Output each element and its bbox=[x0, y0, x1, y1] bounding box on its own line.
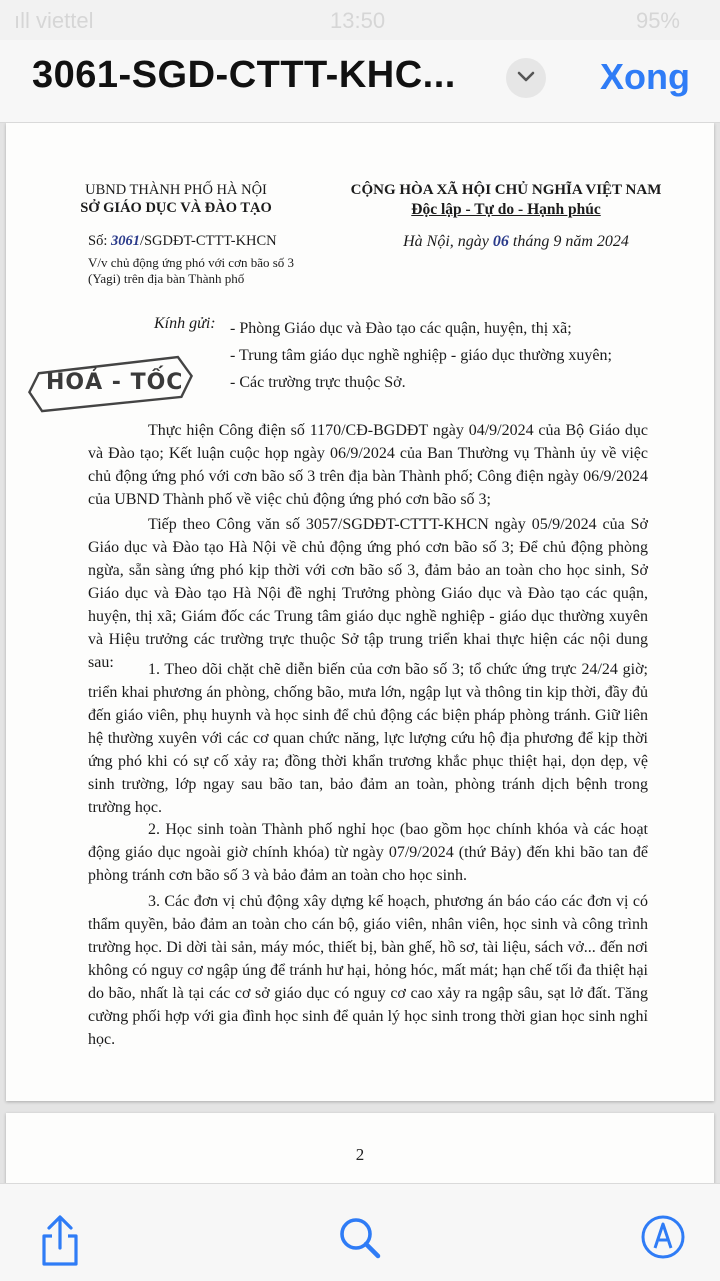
markup-icon bbox=[640, 1214, 686, 1260]
share-button[interactable] bbox=[36, 1214, 84, 1273]
page-number: 2 bbox=[355, 1145, 365, 1164]
national-header bbox=[316, 181, 696, 219]
number-prefix: Số: bbox=[88, 233, 111, 249]
search-icon bbox=[336, 1214, 384, 1262]
national-motto: Độc lập - Tự do - Hạnh phúc bbox=[411, 201, 601, 218]
kinh-gui-label: Kính gửi: bbox=[154, 315, 216, 332]
bottom-toolbar bbox=[0, 1183, 720, 1281]
search-button[interactable] bbox=[336, 1214, 384, 1267]
paragraph: Tiếp theo Công văn số 3057/SGDĐT-CTTT-KHCN ngày 05/9/2024 của Sở Giáo dục và Đào tạo Hà Nội về chủ động ứng phó cơn bão số 3; Để chủ động phòng ngừa, sẵn sàng ứng phó kịp thời với cơn bão số 3, đảm bảo an toàn cho học sinh, Sở Giáo dục và Đào tạo Hà Nội đề nghị Trưởng phòng Giáo dục và Đào tạo các quận, huyện, thị xã; Giám đốc các Trung tâm giáo dục nghề nghiệp - giáo dục thường xuyên và Hiệu trưởng các trường trực thuộc Sở tập trung triển khai thực hiện các nội dung sau: bbox=[88, 516, 648, 671]
recipient-item: - Các trường trực thuộc Sở. bbox=[230, 374, 406, 391]
document-page-2 bbox=[6, 1113, 714, 1183]
recipient-item: - Trung tâm giáo dục nghề nghiệp - giáo dục thường xuyên; bbox=[230, 347, 612, 364]
issuer-line-2: SỞ GIÁO DỤC VÀ ĐÀO TẠO bbox=[80, 200, 272, 216]
recipient-item: - Phòng Giáo dục và Đào tạo các quận, huyện, thị xã; bbox=[230, 320, 572, 337]
paragraph: 1. Theo dõi chặt chẽ diễn biến của cơn bão số 3; tổ chức ứng trực 24/24 giờ; triển khai phương án phòng, chống bão, mưa lớn, ngập lụt và thông tin kịp thời, đầy đủ đến giáo viên, phụ huynh và học sinh để chủ động các biện pháp phòng tránh. Giữ liên hệ thường xuyên với các cơ quan chức năng, lực lượng cứu hộ địa phương để kịp thời ứng phó khi có sự cố xảy ra; đồng thời khẩn trương khắc phục thiệt hại, dọn dẹp, vệ sinh trường, lớp ngay sau bão tan, bảo đảm an toàn, phòng tránh dịch bệnh trong trường học. bbox=[88, 661, 648, 816]
issuer-header bbox=[46, 181, 306, 217]
document-number bbox=[88, 233, 277, 250]
document-subject: V/v chủ động ứng phó với cơn bão số 3 (Yagi) trên địa bàn Thành phố bbox=[88, 255, 295, 286]
number-suffix: /SGDĐT-CTTT-KHCN bbox=[139, 233, 277, 249]
paragraph: 3. Các đơn vị chủ động xây dựng kế hoạch, phương án báo cáo các đơn vị có thẩm quyền, bảo đảm an toàn cho cán bộ, giáo viên, nhân viên, học sinh và công trình trường học. Di dời tài sản, máy móc, thiết bị, bàn ghế, hồ sơ, tài liệu, sách vở... đến nơi không có nguy cơ ngập úng để tránh hư hại, hỏng hóc, mất mát; hạn chế tối đa thiệt hại do bão, nhất là tại các cơ sở giáo dục có nguy cơ cao xảy ra ngập sâu, sạt lở đất. Tăng cường phối hợp với gia đình học sinh để quản lý học sinh trong thời gian học sinh nghỉ học. bbox=[88, 893, 648, 1048]
paragraph: 2. Học sinh toàn Thành phố nghỉ học (bao gồm học chính khóa và các hoạt động giáo dục ngoài giờ chính khóa) từ ngày 07/9/2024 (thứ Bảy) đến khi bão tan để phòng tránh cơn bão số 3 và bảo đảm an toàn cho học sinh. bbox=[88, 821, 648, 884]
chevron-down-icon bbox=[516, 70, 536, 84]
issuer-line-1: UBND THÀNH PHỐ HÀ NỘI bbox=[85, 182, 267, 198]
number-handwritten: 3061 bbox=[110, 233, 140, 249]
date-suffix: tháng 9 năm 2024 bbox=[508, 233, 629, 250]
stamp-text: HOẢ - TỐC bbox=[46, 370, 184, 395]
paragraph: Thực hiện Công điện số 1170/CĐ-BGDĐT ngày 04/9/2024 của Bộ Giáo dục và Đào tạo; Kết luận cuộc họp ngày 06/9/2024 của Ban Thường vụ Thành ủy về việc chủ động ứng phó với cơn bão số 3 trên địa bàn Thành phố; Công điện ngày 06/9/2024 của UBND Thành phố về việc chủ động ứng phó cơn bão số 3; bbox=[88, 422, 648, 508]
date-prefix: Hà Nội, ngày bbox=[403, 233, 493, 250]
document-title[interactable]: 3061-SGD-CTTT-KHC... bbox=[32, 54, 456, 96]
document-date bbox=[336, 233, 696, 251]
markup-button[interactable] bbox=[640, 1214, 686, 1265]
recipient-list bbox=[230, 315, 612, 396]
document-page bbox=[6, 123, 714, 1101]
viewer-header bbox=[0, 40, 720, 123]
urgent-stamp bbox=[26, 361, 196, 407]
battery: 95% bbox=[635, 8, 680, 33]
clock: 13:50 bbox=[330, 8, 386, 33]
share-icon bbox=[36, 1214, 84, 1268]
status-bar bbox=[0, 0, 720, 40]
done-button[interactable]: Xong bbox=[600, 56, 690, 97]
title-menu-button[interactable] bbox=[506, 58, 546, 98]
date-handwritten: 06 bbox=[492, 233, 509, 250]
carrier: ıll viettel bbox=[14, 8, 94, 33]
national-line-1: CỘNG HÒA XÃ HỘI CHỦ NGHĨA VIỆT NAM bbox=[350, 182, 662, 198]
document-viewer[interactable] bbox=[0, 123, 720, 1183]
